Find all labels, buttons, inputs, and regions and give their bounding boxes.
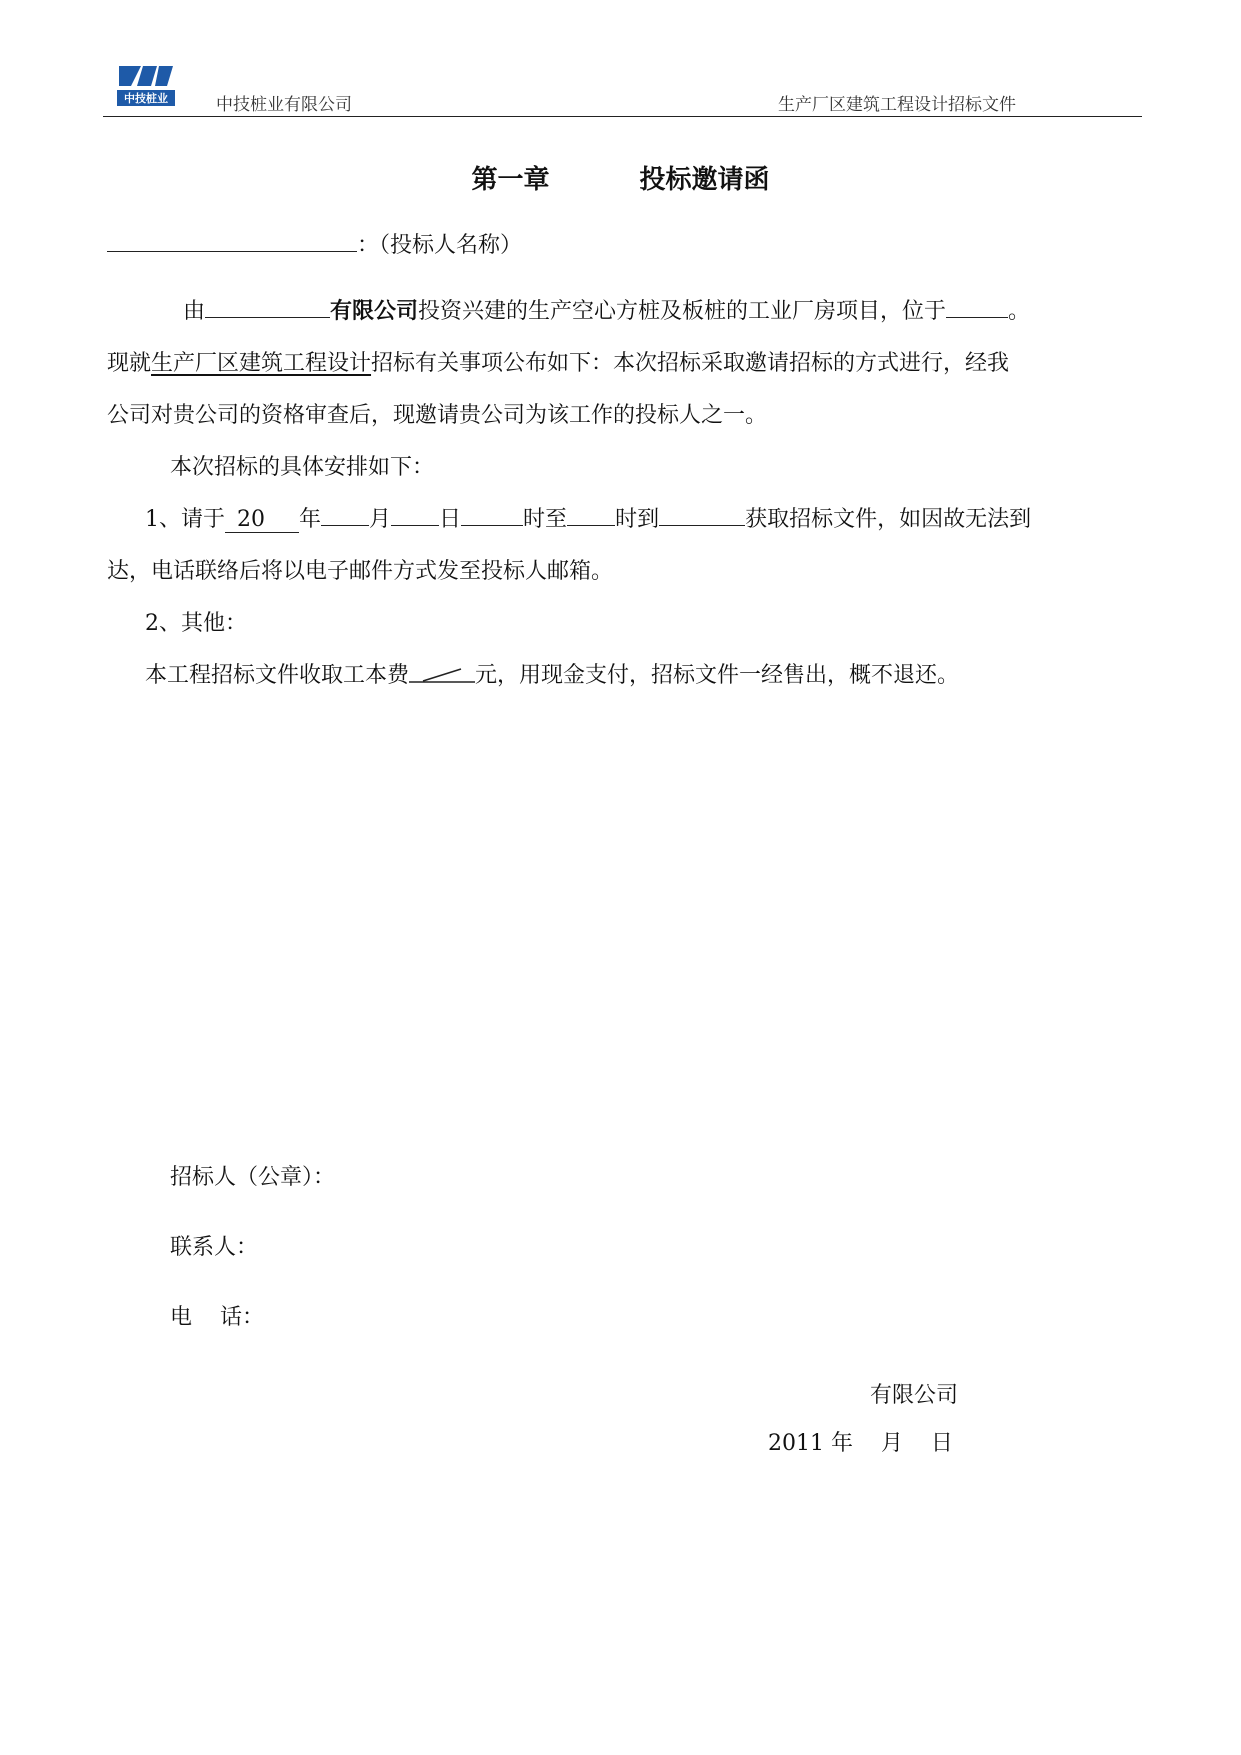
- year-field[interactable]: 20: [225, 507, 299, 533]
- owner-blank[interactable]: [205, 297, 330, 318]
- project-name: 生产厂区建筑工程设计: [151, 351, 372, 376]
- item1-line2: 达，电话联络后将以电子邮件方式发至投标人邮箱。: [107, 559, 614, 584]
- chapter-name: 投标邀请函: [639, 165, 770, 195]
- tenderer-seal: 招标人（公章）：: [170, 1165, 336, 1190]
- para1-line2: [107, 346, 1009, 377]
- para1-company-suffix: 有限公司: [330, 299, 419, 324]
- page-title: [0, 159, 1241, 196]
- item1-line1: [145, 502, 1031, 533]
- hour-from-blank[interactable]: [461, 505, 523, 526]
- para1-text: 投资兴建的生产空心方桩及板桩的工业厂房项目，位于: [418, 299, 947, 324]
- month-blank[interactable]: [321, 505, 369, 526]
- day-blank[interactable]: [391, 505, 439, 526]
- header-rule: [103, 116, 1142, 117]
- bidder-name-label: ：（投标人名称）: [357, 233, 523, 258]
- phone: 电 话：: [170, 1305, 264, 1330]
- item2-suffix: 元，用现金支付，招标文件一经售出，概不退还。: [475, 663, 960, 688]
- para1-period: 。: [1008, 299, 1031, 324]
- para1-line3: 公司对贵公司的资格审查后，现邀请贵公司为该工作的投标人之一。: [107, 403, 768, 428]
- header-doc-name: 生产厂区建筑工程设计招标文件: [778, 95, 1016, 115]
- item1-prefix: 1、请于: [145, 507, 225, 532]
- hour-to-blank[interactable]: [567, 505, 615, 526]
- year-label: 年: [299, 507, 322, 532]
- signoff-company: 有限公司: [870, 1383, 959, 1408]
- item2-line: [145, 658, 959, 689]
- item2-prefix: 本工程招标文件收取工本费: [145, 663, 410, 688]
- time-to-label: 时到: [615, 507, 660, 532]
- location-blank[interactable]: [946, 297, 1008, 318]
- logo-sub-text: 中技桩业: [124, 92, 168, 105]
- day-label: 日: [439, 507, 462, 532]
- time-from-label: 时至: [523, 507, 568, 532]
- fee-blank[interactable]: [409, 660, 475, 682]
- contact-person: 联系人：: [170, 1235, 259, 1260]
- para1-prefix: 由: [183, 299, 206, 324]
- company-logo: [117, 62, 175, 108]
- signoff-date: 2011 年 月 日: [768, 1431, 953, 1456]
- item1-rest: 获取招标文件，如因故无法到: [745, 507, 1032, 532]
- header-company: 中技桩业有限公司: [216, 95, 352, 115]
- chapter-label: 第一章: [471, 165, 550, 195]
- bidder-line: [107, 228, 522, 259]
- bidder-name-blank[interactable]: [107, 231, 357, 252]
- location-pickup-blank[interactable]: [659, 505, 745, 526]
- month-label: 月: [369, 507, 392, 532]
- arrangement-intro: 本次招标的具体安排如下：: [170, 455, 435, 480]
- para1-line1: [183, 294, 1030, 325]
- item2-label: 2、其他：: [145, 611, 247, 636]
- para1-line2-rest: 招标有关事项公布如下：本次招标采取邀请招标的方式进行，经我: [371, 351, 1010, 376]
- para1-line2-prefix: 现就: [107, 351, 152, 376]
